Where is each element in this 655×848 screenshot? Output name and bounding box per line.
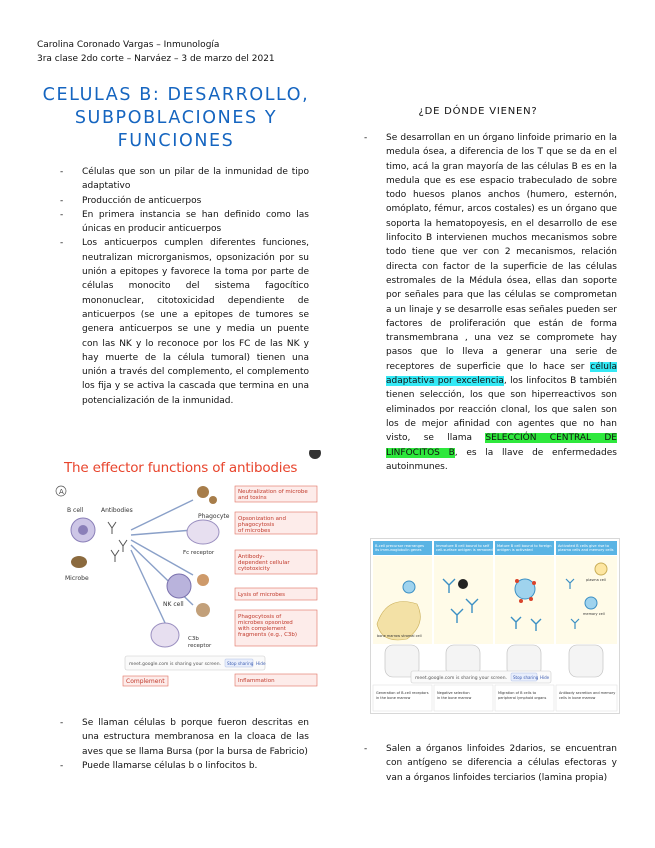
svg-text:and toxins: and toxins [238, 495, 267, 501]
box-phagocytosis-complement: Phagocytosis of [238, 614, 282, 620]
memory-cell-label: memory cell [583, 612, 605, 616]
section-heading: ¿DE DÓNDE VIENEN? [418, 106, 538, 117]
svg-text:microbes opsonized: microbes opsonized [238, 620, 293, 626]
svg-text:receptor: receptor [188, 643, 212, 649]
box-adcc: Antibody- [238, 554, 265, 560]
svg-text:plasma cells and memory cells: plasma cells and memory cells [558, 548, 614, 552]
svg-text:meet.google.com is sharing you: meet.google.com is sharing your screen. [129, 662, 221, 667]
svg-text:phagocytosis: phagocytosis [238, 522, 275, 528]
svg-text:Stop sharing: Stop sharing [513, 675, 539, 680]
svg-text:peripheral lymphoid organs: peripheral lymphoid organs [498, 696, 547, 700]
left-bullet-list [60, 165, 309, 408]
highlight-adaptive-cell: célula adaptativa por excelencia [386, 361, 617, 387]
document-title [40, 84, 312, 153]
box-inflammation: Inflammation [238, 678, 275, 684]
list-item: - Puede llamarse células b o linfocitos b. [60, 760, 258, 771]
highlight-central-selection: SELECCIÓN CENTRAL DE LINFOCITOS B [386, 433, 617, 458]
left-bullet-list-2 [60, 716, 309, 773]
document-header [37, 38, 275, 66]
box-lysis: Lysis of microbes [238, 592, 286, 598]
svg-text:in the bone marrow: in the bone marrow [437, 696, 472, 700]
stromal-cell-label: bone marrow stromal cell [377, 634, 422, 638]
list-item: - Producción de anticuerpos [60, 195, 202, 206]
list-item: - Se llaman células b porque fueron descritas en una estructura membranosa en la cloaca de las aves que se llama Bursa (por la bursa de Fabricio) [60, 718, 309, 757]
header-class-line: 3ra clase 2do corte – Narváez – 3 de marzo del 2021 [37, 54, 275, 64]
bcell-label: B cell [67, 507, 84, 514]
panel-letter: A [59, 488, 64, 496]
header-author-line: Carolina Coronado Vargas – Inmunología [37, 40, 220, 50]
title-line-3: FUNCIONES [117, 131, 235, 151]
nk-cell-label: NK cell [163, 601, 184, 608]
figure1-diagram [53, 450, 321, 694]
panel-3-caption: Mature B cell bound to foreign [497, 544, 552, 548]
antibodies-label: Antibodies [101, 507, 133, 514]
right-bullet-list [364, 131, 617, 474]
svg-text:of microbes: of microbes [238, 528, 271, 534]
box-opsonization: Opsonization and [238, 516, 286, 522]
svg-text:its immunoglobulin genes: its immunoglobulin genes [375, 548, 422, 552]
figure1-title: The effector functions of antibodies [64, 460, 298, 476]
box-neutralization: Neutralization of microbe [238, 489, 308, 495]
caption-2: Negative selection [437, 691, 470, 695]
list-item: - Los anticuerpos cumplen diferentes funciones, neutralizan microrganismos, opsonización por su unión a epitopes y favorece la toma por parte de células monocito del sistema fagocítico mononuclear, citotoxicidad dependiente de anticuerpos (se une a epitopes de tumores se genera anticuerpos se une y media un puente con las NK y lo reconoce por los FC de las NK y hay muerte de la célula tumoral) tienen una unión a través del complemento, el complemento los fija y se activa la cascada que termina en una potencialización de la inmunidad. [60, 238, 309, 406]
svg-text:in the bone marrow: in the bone marrow [376, 696, 411, 700]
c3b-receptor-label: C3b [188, 636, 199, 642]
title-line-2: SUBPOBLACIONES Y [74, 108, 278, 128]
svg-text:dependent cellular: dependent cellular [238, 560, 290, 566]
svg-text:Hide: Hide [256, 661, 266, 666]
figure2-diagram [371, 539, 619, 713]
title-line-1: CELULAS B: DESARROLLO, [42, 85, 310, 105]
svg-text:with complement: with complement [238, 626, 286, 632]
list-item: - Células que son un pilar de la inmunidad de tipo adaptativo [60, 167, 309, 192]
complement-label: Complement [126, 678, 165, 685]
svg-text:cell-surface antigen is remove: cell-surface antigen is removed [436, 548, 493, 552]
svg-text:Stop sharing: Stop sharing [227, 661, 254, 666]
fc-receptor-label: Fc receptor [183, 550, 215, 556]
list-item: - Se desarrollan en un órgano linfoide primario en la medula ósea, a diferencia de los T que se da en el timo, acá la gran mayoría de las células B es en la medula que es ese espacio trabeculado de sobre todo huesos planos anchos (humero, esternón, omóplato, fémur, arcos costales) es un órgano que soporta la hematopoyesis, en el desarrollo de ese linfocito B intervienen muchos mecanismos sobre todo tiene que ver con 2 mecanismos, relación directa con factor de la superficie de las células estromales de la Médula ósea, ellas dan soporte por señales para que las células se comprometan a un linaje y se desarrolle esas señales pueden ser factores de proliferación que están de forma transmembrana , una vez se compromete hay pasos que lo lleva a generar una serie de receptores de superficie que lo hace ser célula adaptativa por excelencia, los linfocitos B también tienen selección, los que son hiperreactivos son eliminados por reacción clonal, los que salen son los de mejor afinidad con agentes que no han visto, se llama SELECCIÓN CENTRAL DE LINFOCITOS B, es la llave de enfermedades autoinmunes. [364, 133, 618, 472]
svg-text:fragments (e.g., C3b): fragments (e.g., C3b) [238, 632, 298, 638]
caption-3: Migration of B cells to [498, 691, 537, 695]
bcell-development-figure [370, 538, 620, 714]
svg-text:antigen is activated: antigen is activated [497, 548, 533, 552]
panel-1-caption: B-cell precursor rearranges [375, 544, 424, 548]
panel-2-caption: Immature B cell bound to self [436, 544, 490, 548]
svg-text:cells in bone marrow: cells in bone marrow [559, 696, 596, 700]
plasma-cell-label: plasma cell [586, 578, 606, 582]
svg-text:cytotoxicity: cytotoxicity [238, 566, 270, 572]
caption-1: Generation of B-cell receptors [376, 691, 429, 695]
list-item: - En primera instancia se han definido como las únicas en producir anticuerpos [60, 209, 309, 235]
svg-text:Hide: Hide [540, 675, 550, 680]
phagocyte-label: Phagocyte [198, 513, 230, 520]
panel-4-caption: Activated B cells give rise to [558, 544, 610, 548]
right-bullet-list-2 [364, 742, 617, 785]
antibody-effector-functions-figure [53, 450, 321, 694]
list-item: - Salen a órganos linfoides 2darios, se encuentran con antígeno se diferencia a células efectoras y van a órganos linfoides terciarios (lamina propia) [364, 744, 617, 783]
caption-4: Antibody secretion and memory [559, 691, 616, 695]
microbe-label: Microbe [65, 575, 89, 582]
svg-text:meet.google.com is sharing you: meet.google.com is sharing your screen. [415, 676, 507, 681]
